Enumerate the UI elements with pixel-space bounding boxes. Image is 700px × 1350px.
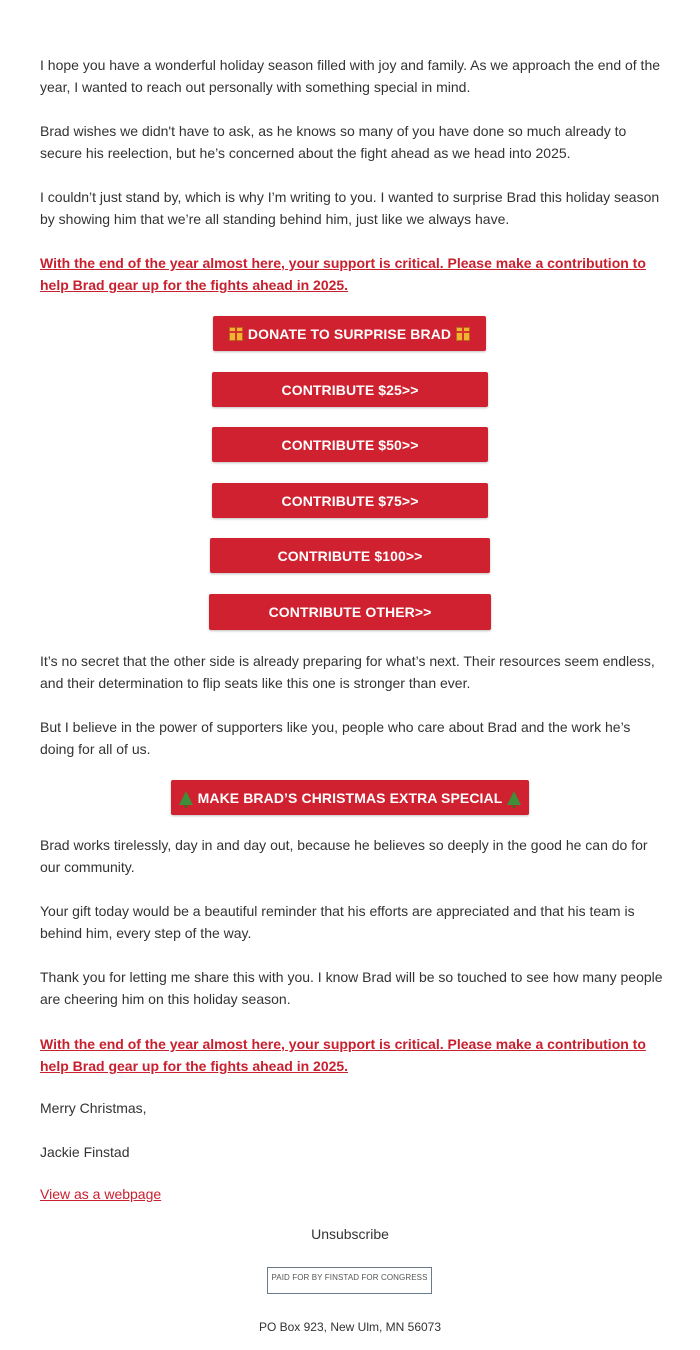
- christmas-special-label: MAKE BRAD’S CHRISTMAS EXTRA SPECIAL: [197, 789, 503, 806]
- intro-paragraph: I hope you have a wonderful holiday season filled with joy and family. As we approach the end of the year, I wanted to reach out personally with something special in mind.: [40, 57, 661, 95]
- contribution-link-bottom[interactable]: With the end of the year almost here, your support is critical. Please make a contribution to help Brad gear up for the fights ahead in 2025.: [40, 1036, 646, 1074]
- gift-icon: [229, 327, 243, 341]
- contribute-100-button[interactable]: CONTRIBUTE $100>>: [210, 538, 490, 573]
- paid-for-disclaimer: PAID FOR BY FINSTAD FOR CONGRESS: [267, 1267, 432, 1294]
- gift-reminder-paragraph: Your gift today would be a beautiful reminder that his efforts are appreciated and that his team is behind him, every step of the way.: [40, 903, 635, 941]
- contribute-75-button[interactable]: CONTRIBUTE $75>>: [212, 483, 488, 518]
- opposition-paragraph: It’s no secret that the other side is already preparing for what’s next. Their resources seem endless, and their determination to flip seats like this one is stronger than ever.: [40, 653, 655, 691]
- donate-surprise-label: DONATE TO SURPRISE BRAD: [247, 325, 452, 342]
- closing-text: Merry Christmas,: [40, 1100, 147, 1116]
- unsubscribe-link[interactable]: Unsubscribe: [311, 1226, 389, 1242]
- gift-icon: [456, 327, 470, 341]
- contribute-25-button[interactable]: CONTRIBUTE $25>>: [212, 372, 488, 407]
- view-webpage-link[interactable]: View as a webpage: [40, 1186, 162, 1202]
- christmas-special-button[interactable]: [171, 780, 529, 815]
- christmas-tree-icon: [179, 791, 193, 805]
- signature-name: Jackie Finstad: [40, 1144, 130, 1160]
- tireless-paragraph: Brad works tirelessly, day in and day out, because he believes so deeply in the good he can do for our community.: [40, 837, 648, 875]
- contribution-link-top[interactable]: With the end of the year almost here, your support is critical. Please make a contribution to help Brad gear up for the fights ahead in 2025.: [40, 255, 646, 293]
- supporters-paragraph: But I believe in the power of supporters like you, people who care about Brad and the work he’s doing for all of us.: [40, 719, 631, 757]
- thank-you-paragraph: Thank you for letting me share this with you. I know Brad will be so touched to see how many people are cheering him on this holiday season.: [40, 969, 663, 1007]
- contribute-other-button[interactable]: CONTRIBUTE OTHER>>: [209, 594, 491, 630]
- donate-surprise-button[interactable]: [213, 316, 486, 351]
- ask-paragraph: Brad wishes we didn't have to ask, as he knows so many of you have done so much already to secure his reelection, but he’s concerned about the fight ahead as we head into 2025.: [40, 123, 627, 161]
- mailing-address: PO Box 923, New Ulm, MN 56073: [258, 1320, 442, 1334]
- christmas-tree-icon: [507, 791, 521, 805]
- contribute-50-button[interactable]: CONTRIBUTE $50>>: [212, 427, 488, 462]
- surprise-paragraph: I couldn’t just stand by, which is why I’m writing to you. I wanted to surprise Brad this holiday season by showing him that we’re all standing behind him, just like we always have.: [40, 189, 660, 227]
